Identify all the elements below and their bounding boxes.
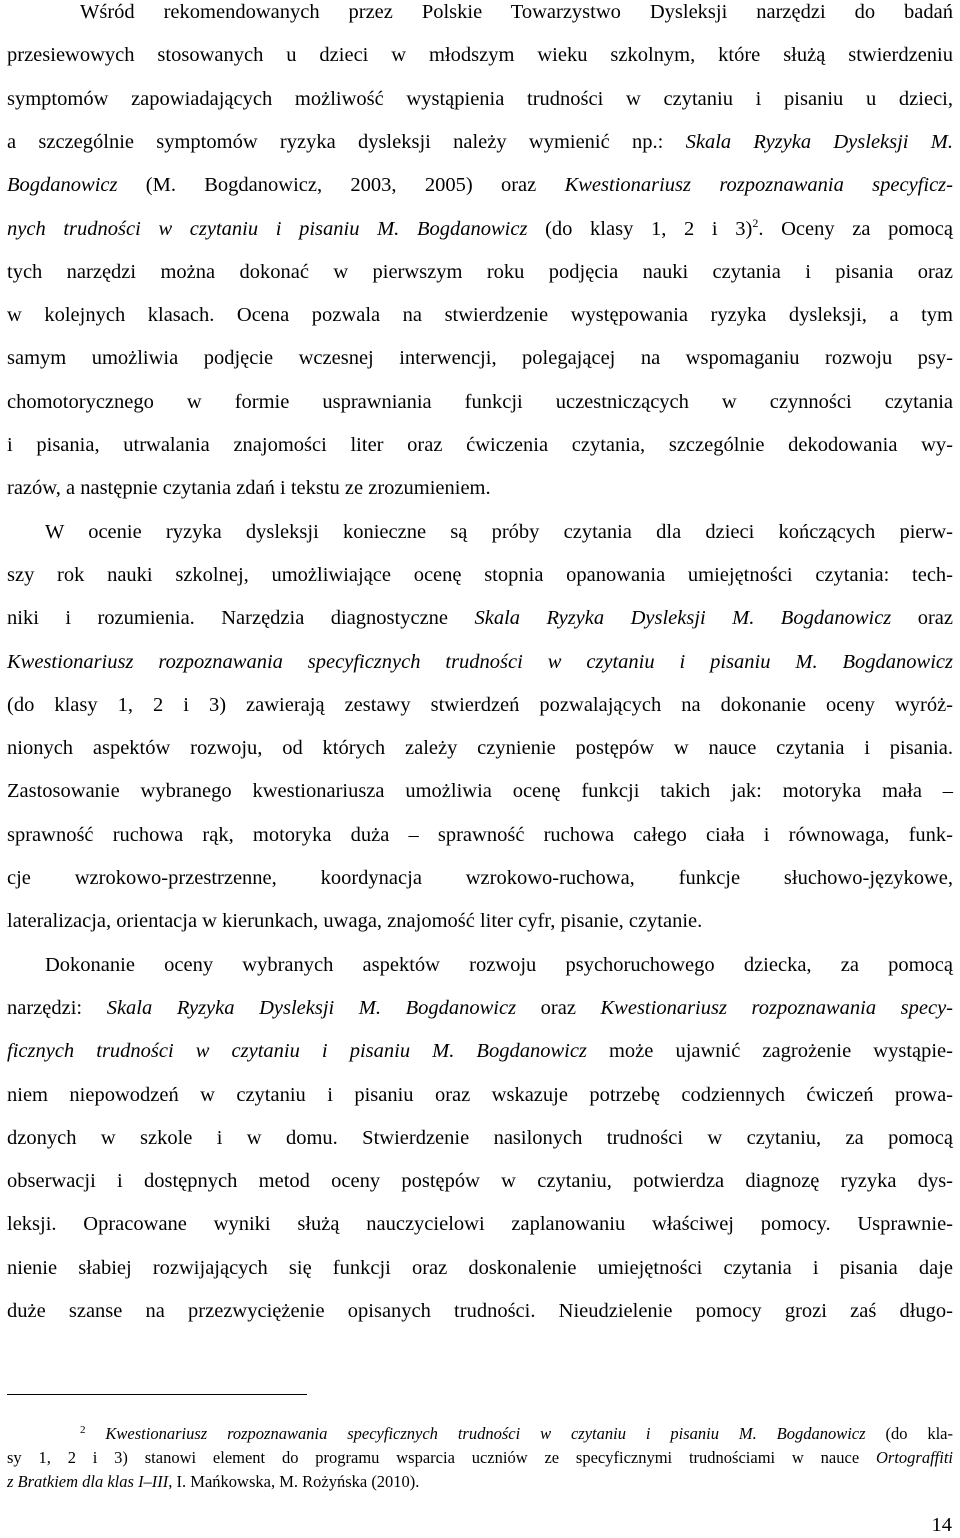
footnote-line [7,1472,953,1492]
text-run: W ocenie ryzyka dysleksji konieczne są próby czytania dla dzieci kończących pierw- [45,520,953,543]
body-text-line [7,1212,953,1236]
body-text-line [7,1256,953,1280]
text-run: w kolejnych klasach. Ocena pozwala na stwierdzenie występowania ryzyka dysleksji, a tym [7,304,953,327]
italic-text: ficznych trudności w czytaniu i pisaniu M. Bogdanowicz [7,1040,587,1063]
body-text-line [7,303,953,327]
footnote-marker: 2 [80,1424,86,1436]
body-text-line [45,520,953,544]
body-text-line [7,1126,953,1150]
body-text-line [80,0,953,24]
text-run: Zastosowanie wybranego kwestionariusza umożliwia ocenę funkcji takich jak: motoryka mała – [7,780,953,803]
body-text-line [7,1083,953,1107]
text-run [86,1424,106,1443]
text-run: i pisania, utrwalania znajomości liter oraz ćwiczenia czytania, szczególnie dekodowania wy- [7,434,953,456]
italic-text: Skala Ryzyka Dysleksji M. Bogdanowicz [474,607,892,630]
italic-text: Kwestionariusz rozpoznawania specyficz- [564,174,953,197]
text-run: sy 1, 2 i 3) stanowi element do programu wsparcia uczniów ze specyficznymi trudnościami w nauce [7,1448,876,1467]
body-text-line [7,693,953,717]
text-run: (do klasy 1, 2 i 3) zawierają zestawy stwierdzeń pozwalających na dokonanie oceny wyróż- [7,693,953,716]
italic-text: Skala Ryzyka Dysleksji M. [685,130,953,153]
italic-text: nych trudności w czytaniu i pisaniu M. Bogdanowicz [7,217,528,240]
text-run: symptomów zapowiadających możliwość wystąpienia trudności w czytaniu i pisaniu u dzieci, [7,87,953,110]
body-text-line [7,779,953,803]
body-text-line [7,173,953,197]
text-run: szy rok nauki szkolnej, umożliwiające ocenę stopnia opanowania umiejętności czytania: tech- [7,563,953,586]
text-run: (do kla- [865,1424,954,1443]
text-run: Dokonanie oceny wybranych aspektów rozwoju psychoruchowego dziecka, za pomocą [45,953,953,976]
body-text-line [7,260,953,284]
body-text-line [7,43,953,67]
text-run: oraz [516,996,601,1019]
text-run: przesiewowych stosowanych u dzieci w młodszym wieku szkolnym, które służą stwierdzeniu [7,44,953,67]
italic-text: z Bratkiem dla klas I–III [7,1472,169,1491]
text-run: razów, a następnie czytania zdań i tekstu ze zrozumieniem. [7,477,491,500]
text-run: może ujawnić zagrożenie wystąpie- [586,1040,953,1063]
body-text-line [7,1169,953,1193]
text-run: cje wzrokowo-przestrzenne, koordynacja wzrokowo-ruchowa, funkcje słuchowo-językowe, [7,867,953,889]
italic-text: Bogdanowicz [7,174,118,197]
text-run: a szczególnie symptomów ryzyka dysleksji należy wymienić np.: [7,130,686,153]
body-text-line [7,1039,953,1063]
footnote-line [80,1424,953,1444]
text-run: niem niepowodzeń w czytaniu i pisaniu oraz wskazuje potrzebę codziennych ćwiczeń prowa- [7,1083,953,1106]
text-run: Wśród rekomendowanych przez Polskie Towarzystwo Dysleksji narzędzi do badań [80,1,953,23]
body-text-line [7,346,953,370]
text-run: oraz [891,607,953,630]
body-text-line [7,909,953,933]
body-text-line [7,87,953,111]
text-run: tych narzędzi można dokonać w pierwszym roku podjęcia nauki czytania i pisania oraz [7,260,953,283]
italic-text: Kwestionariusz rozpoznawania specyficznych trudności w czytaniu i pisaniu M. Bogdanowicz [105,1424,866,1443]
text-run: obserwacji i dostępnych metod oceny postępów w czytaniu, potwierdza diagnozę ryzyka dys- [7,1170,953,1193]
text-run: chomotorycznego w formie usprawniania funkcji uczestniczących w czynności czytania [7,390,953,413]
text-run: lateralizacja, orientacja w kierunkach, uwaga, znajomość liter cyfr, pisanie, czytanie. [7,910,703,933]
text-run: narzędzi: [7,996,107,1019]
body-text-line [45,953,953,977]
text-run: . Oceny za pomocą [758,217,953,240]
body-text-line [7,476,953,500]
text-run: nienie słabiej rozwijających się funkcji oraz doskonalenie umiejętności czytania i pisania daje [7,1256,953,1279]
body-text-line [7,390,953,414]
body-text-line [7,1299,953,1323]
text-run: dzonych w szkole i w domu. Stwierdzenie nasilonych trudności w czytaniu, za pomocą [7,1126,953,1149]
body-text-line [7,606,953,630]
body-text-line [7,650,953,674]
page-number: 14 [931,1514,952,1536]
body-text-line [7,433,953,457]
text-run: (M. Bogdanowicz, 2003, 2005) oraz [117,174,565,197]
footnote-line [7,1448,953,1468]
italic-text: Kwestionariusz rozpoznawania specy- [600,996,953,1019]
body-text-line [7,217,953,241]
body-text-line [7,823,953,847]
body-text-line [7,866,953,890]
text-run: sprawność ruchowa rąk, motoryka duża – sprawność ruchowa całego ciała i równowaga, funk- [7,823,953,846]
text-run: nionych aspektów rozwoju, od których zależy czynienie postępów w nauce czytania i pisania. [7,737,953,760]
text-run: leksji. Opracowane wyniki służą nauczycielowi zaplanowaniu właściwej pomocy. Usprawnie- [7,1213,953,1236]
body-text-line [7,130,953,154]
body-text-line [7,736,953,760]
body-text-line [7,996,953,1020]
text-run: , I. Mańkowska, M. Rożyńska (2010). [168,1472,420,1491]
text-run: (do klasy 1, 2 i 3) [527,217,753,240]
text-run: duże szanse na przezwyciężenie opisanych trudności. Nieudzielenie pomocy grozi zaś długo- [7,1300,953,1322]
italic-text: Skala Ryzyka Dysleksji M. Bogdanowicz [106,996,517,1019]
text-run: niki i rozumienia. Narzędzia diagnostyczne [7,607,475,630]
footnote-separator [7,1394,307,1395]
footnote-marker: 2 [752,215,759,230]
italic-text: Kwestionariusz rozpoznawania specyficznych trudności w czytaniu i pisaniu M. Bogdanowicz [7,650,953,673]
text-run: samym umożliwia podjęcie wczesnej interwencji, polegającej na wspomaganiu rozwoju psy- [7,347,953,370]
body-text-line [7,563,953,587]
italic-text: Ortograffiti [875,1448,953,1467]
